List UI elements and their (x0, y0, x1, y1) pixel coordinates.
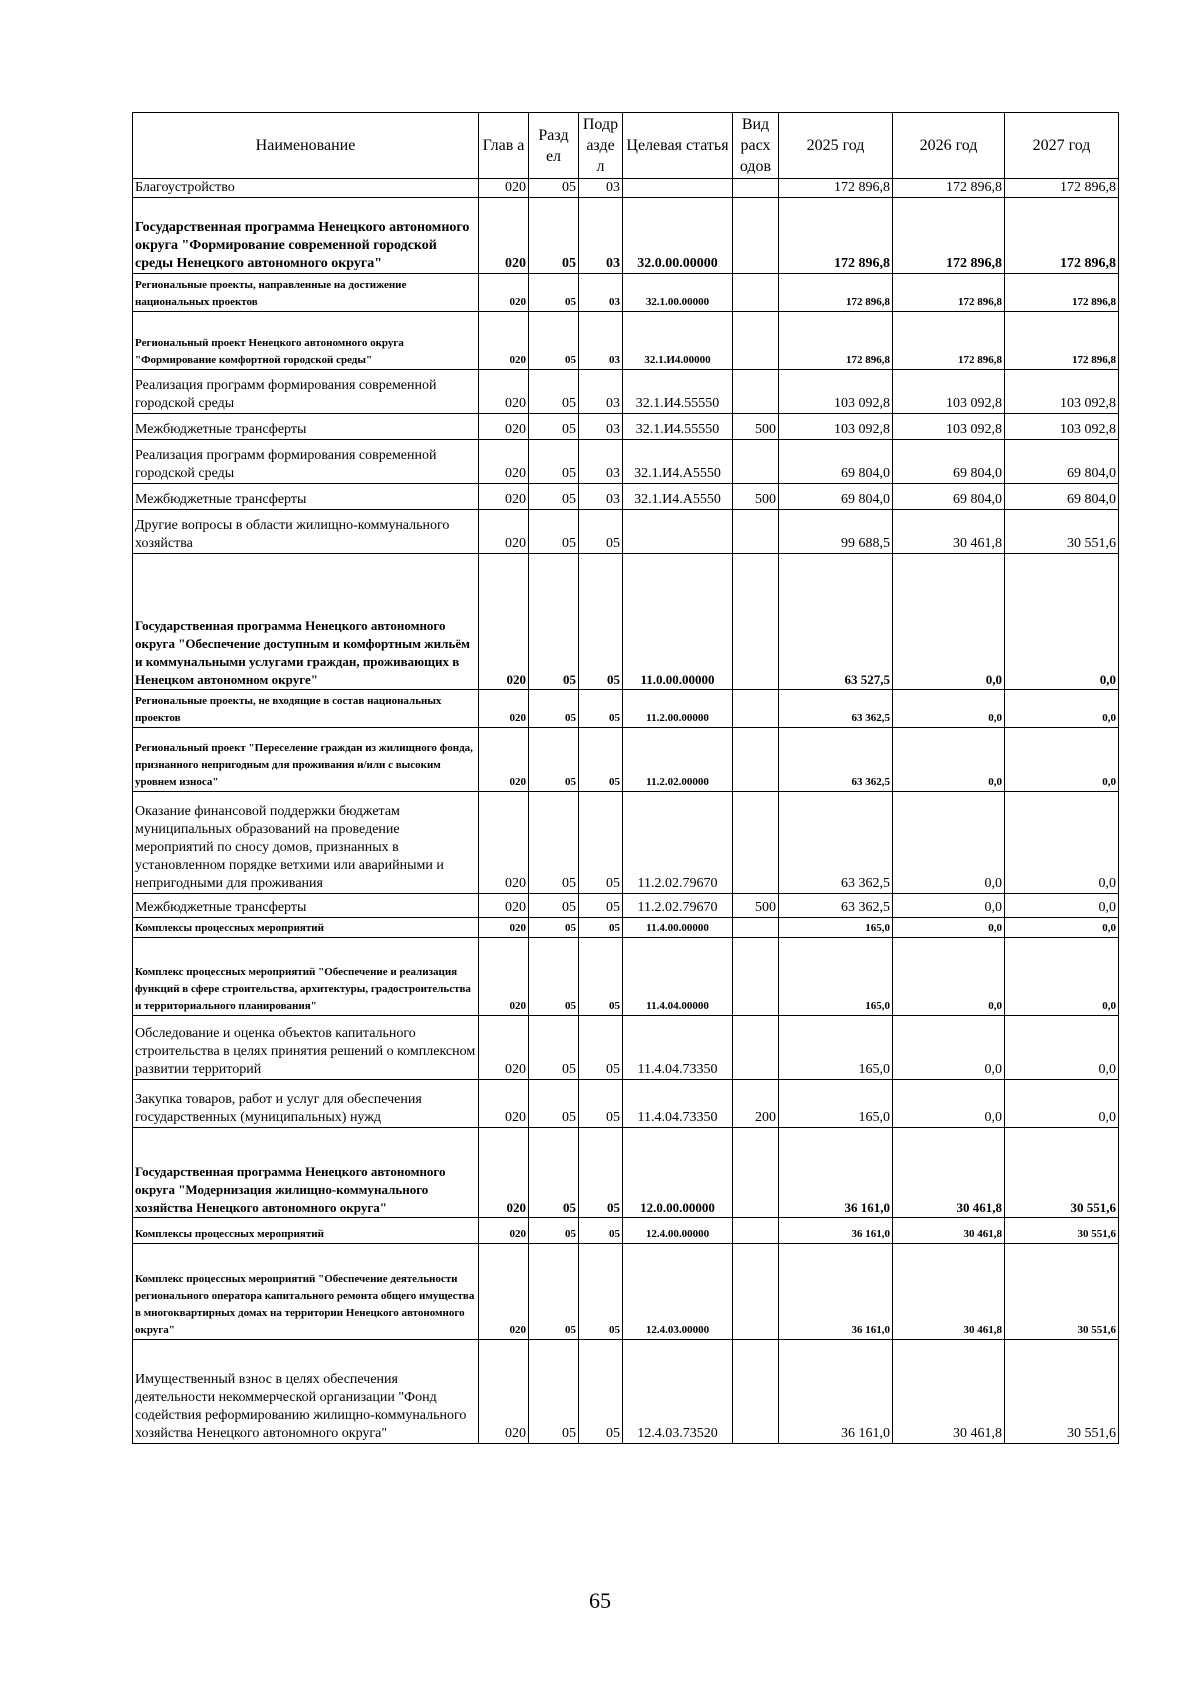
cell-vid (733, 274, 779, 312)
cell-glava: 020 (479, 690, 529, 728)
cell-vid (733, 690, 779, 728)
cell-name: Региональный проект "Переселение граждан из жилищного фонда, признанного непригодным для проживания и/или с высоким уровнем износа" (133, 728, 479, 792)
cell-2027: 172 896,8 (1005, 312, 1119, 370)
cell-2027: 0,0 (1005, 1080, 1119, 1128)
cell-2027: 103 092,8 (1005, 370, 1119, 414)
cell-vid (733, 179, 779, 198)
cell-vid (733, 1128, 779, 1218)
cell-podrazdel: 05 (579, 1016, 623, 1080)
cell-celevaya (623, 510, 733, 554)
cell-vid (733, 1218, 779, 1244)
cell-celevaya: 11.0.00.00000 (623, 554, 733, 690)
cell-razdel: 05 (529, 792, 579, 894)
budget-table (132, 112, 1119, 1444)
cell-podrazdel: 03 (579, 414, 623, 440)
cell-2025: 63 362,5 (779, 894, 893, 918)
cell-celevaya: 11.4.04.00000 (623, 938, 733, 1016)
cell-glava: 020 (479, 1016, 529, 1080)
cell-celevaya: 11.2.02.79670 (623, 894, 733, 918)
cell-razdel: 05 (529, 312, 579, 370)
table-row (133, 728, 1119, 792)
cell-celevaya: 11.4.04.73350 (623, 1080, 733, 1128)
cell-razdel: 05 (529, 1218, 579, 1244)
cell-2026: 30 461,8 (893, 1218, 1005, 1244)
table-row (133, 312, 1119, 370)
cell-vid (733, 728, 779, 792)
cell-2026: 0,0 (893, 690, 1005, 728)
cell-podrazdel: 03 (579, 179, 623, 198)
cell-2025: 99 688,5 (779, 510, 893, 554)
cell-2026: 0,0 (893, 1080, 1005, 1128)
cell-glava: 020 (479, 1244, 529, 1340)
table-row (133, 414, 1119, 440)
cell-podrazdel: 03 (579, 198, 623, 274)
cell-vid (733, 1016, 779, 1080)
table-row (133, 894, 1119, 918)
cell-2025: 172 896,8 (779, 274, 893, 312)
cell-2026: 69 804,0 (893, 440, 1005, 484)
cell-glava: 020 (479, 274, 529, 312)
cell-celevaya: 12.4.03.00000 (623, 1244, 733, 1340)
cell-name: Реализация программ формирования современной городской среды (133, 370, 479, 414)
cell-name: Комплексы процессных мероприятий (133, 918, 479, 938)
cell-celevaya: 11.4.00.00000 (623, 918, 733, 938)
cell-razdel: 05 (529, 938, 579, 1016)
cell-2026: 0,0 (893, 554, 1005, 690)
cell-razdel: 05 (529, 1244, 579, 1340)
cell-name: Региональные проекты, не входящие в состав национальных проектов (133, 690, 479, 728)
cell-glava: 020 (479, 312, 529, 370)
cell-podrazdel: 03 (579, 370, 623, 414)
cell-name: Межбюджетные трансферты (133, 894, 479, 918)
cell-name: Обследование и оценка объектов капитального строительства в целях принятия решений о комплексном развитии территорий (133, 1016, 479, 1080)
cell-podrazdel: 05 (579, 728, 623, 792)
header-celevaya: Целевая статья (623, 113, 733, 179)
table-row (133, 198, 1119, 274)
header-name: Наименование (133, 113, 479, 179)
cell-2025: 165,0 (779, 1016, 893, 1080)
cell-2025: 36 161,0 (779, 1244, 893, 1340)
cell-name: Межбюджетные трансферты (133, 484, 479, 510)
table-row (133, 440, 1119, 484)
cell-glava: 020 (479, 440, 529, 484)
cell-razdel: 05 (529, 414, 579, 440)
cell-podrazdel: 05 (579, 510, 623, 554)
cell-2026: 0,0 (893, 792, 1005, 894)
cell-2026: 0,0 (893, 728, 1005, 792)
cell-vid: 500 (733, 894, 779, 918)
cell-glava: 020 (479, 484, 529, 510)
cell-2027: 172 896,8 (1005, 274, 1119, 312)
cell-glava: 020 (479, 728, 529, 792)
cell-name: Комплексы процессных мероприятий (133, 1218, 479, 1244)
cell-2027: 0,0 (1005, 554, 1119, 690)
table-row (133, 1128, 1119, 1218)
cell-2027: 0,0 (1005, 918, 1119, 938)
cell-2026: 103 092,8 (893, 370, 1005, 414)
cell-celevaya: 11.2.02.00000 (623, 728, 733, 792)
cell-podrazdel: 03 (579, 312, 623, 370)
table-row (133, 1244, 1119, 1340)
cell-2027: 0,0 (1005, 792, 1119, 894)
cell-celevaya: 32.1.И4.00000 (623, 312, 733, 370)
cell-podrazdel: 05 (579, 1218, 623, 1244)
cell-2026: 69 804,0 (893, 484, 1005, 510)
cell-2027: 30 551,6 (1005, 1218, 1119, 1244)
cell-razdel: 05 (529, 728, 579, 792)
cell-2027: 103 092,8 (1005, 414, 1119, 440)
cell-2025: 36 161,0 (779, 1340, 893, 1444)
cell-celevaya: 11.2.00.00000 (623, 690, 733, 728)
cell-vid (733, 370, 779, 414)
cell-name: Государственная программа Ненецкого автономного округа "Модернизация жилищно-коммунального хозяйства Ненецкого автономного округа" (133, 1128, 479, 1218)
cell-2027: 30 551,6 (1005, 1340, 1119, 1444)
cell-celevaya: 32.1.И4.55550 (623, 370, 733, 414)
cell-celevaya: 11.2.02.79670 (623, 792, 733, 894)
cell-podrazdel: 03 (579, 440, 623, 484)
cell-vid (733, 938, 779, 1016)
cell-razdel: 05 (529, 894, 579, 918)
cell-glava: 020 (479, 510, 529, 554)
cell-glava: 020 (479, 918, 529, 938)
cell-glava: 020 (479, 554, 529, 690)
cell-2027: 0,0 (1005, 728, 1119, 792)
table-header-row (133, 113, 1119, 179)
cell-2027: 0,0 (1005, 1016, 1119, 1080)
cell-name: Государственная программа Ненецкого автономного округа "Формирование современной городской среды Ненецкого автономного округа" (133, 198, 479, 274)
cell-2027: 30 551,6 (1005, 1128, 1119, 1218)
table-row (133, 510, 1119, 554)
cell-2026: 0,0 (893, 918, 1005, 938)
cell-name: Межбюджетные трансферты (133, 414, 479, 440)
cell-glava: 020 (479, 938, 529, 1016)
cell-celevaya (623, 179, 733, 198)
cell-glava: 020 (479, 179, 529, 198)
cell-2025: 69 804,0 (779, 484, 893, 510)
cell-2026: 0,0 (893, 938, 1005, 1016)
cell-glava: 020 (479, 1128, 529, 1218)
table-row (133, 484, 1119, 510)
cell-name: Закупка товаров, работ и услуг для обеспечения государственных (муниципальных) нужд (133, 1080, 479, 1128)
cell-2025: 36 161,0 (779, 1128, 893, 1218)
cell-celevaya: 32.0.00.00000 (623, 198, 733, 274)
cell-name: Другие вопросы в области жилищно-коммунального хозяйства (133, 510, 479, 554)
cell-razdel: 05 (529, 1080, 579, 1128)
cell-glava: 020 (479, 894, 529, 918)
cell-2026: 172 896,8 (893, 312, 1005, 370)
cell-podrazdel: 05 (579, 690, 623, 728)
cell-2025: 63 362,5 (779, 690, 893, 728)
cell-2027: 0,0 (1005, 894, 1119, 918)
cell-2025: 172 896,8 (779, 312, 893, 370)
table-row (133, 370, 1119, 414)
cell-celevaya: 12.0.00.00000 (623, 1128, 733, 1218)
cell-podrazdel: 05 (579, 1080, 623, 1128)
header-2025: 2025 год (779, 113, 893, 179)
table-row (133, 1080, 1119, 1128)
cell-2025: 172 896,8 (779, 198, 893, 274)
cell-2026: 172 896,8 (893, 198, 1005, 274)
cell-2026: 103 092,8 (893, 414, 1005, 440)
cell-2025: 63 527,5 (779, 554, 893, 690)
cell-name: Имущественный взнос в целях обеспечения деятельности некоммерческой организации "Фонд содействия реформированию жилищно-коммунального хозяйства Ненецкого автономного округа" (133, 1340, 479, 1444)
cell-podrazdel: 05 (579, 938, 623, 1016)
cell-name: Региональные проекты, направленные на достижение национальных проектов (133, 274, 479, 312)
cell-2025: 103 092,8 (779, 370, 893, 414)
cell-2026: 30 461,8 (893, 510, 1005, 554)
cell-2027: 172 896,8 (1005, 198, 1119, 274)
header-vid: Вид расх одов (733, 113, 779, 179)
cell-vid (733, 1244, 779, 1340)
cell-2027: 172 896,8 (1005, 179, 1119, 198)
cell-2025: 103 092,8 (779, 414, 893, 440)
cell-podrazdel: 05 (579, 792, 623, 894)
cell-glava: 020 (479, 414, 529, 440)
table-row (133, 938, 1119, 1016)
cell-2027: 69 804,0 (1005, 440, 1119, 484)
cell-glava: 020 (479, 1080, 529, 1128)
cell-celevaya: 32.1.И4.А5550 (623, 440, 733, 484)
cell-razdel: 05 (529, 1340, 579, 1444)
cell-vid: 500 (733, 484, 779, 510)
cell-razdel: 05 (529, 554, 579, 690)
cell-podrazdel: 03 (579, 484, 623, 510)
cell-2025: 165,0 (779, 938, 893, 1016)
table-row (133, 1218, 1119, 1244)
cell-name: Комплекс процессных мероприятий "Обеспечение деятельности регионального оператора капитального ремонта общего имущества в многоквартирных домах на территории Ненецкого автономного округа" (133, 1244, 479, 1340)
cell-celevaya: 12.4.00.00000 (623, 1218, 733, 1244)
table-row (133, 554, 1119, 690)
header-razdel: Разд ел (529, 113, 579, 179)
cell-vid (733, 312, 779, 370)
cell-celevaya: 11.4.04.73350 (623, 1016, 733, 1080)
cell-razdel: 05 (529, 179, 579, 198)
cell-razdel: 05 (529, 440, 579, 484)
table-row (133, 274, 1119, 312)
header-glava: Глав а (479, 113, 529, 179)
cell-celevaya: 32.1.00.00000 (623, 274, 733, 312)
cell-podrazdel: 05 (579, 1340, 623, 1444)
cell-2027: 30 551,6 (1005, 510, 1119, 554)
table-row (133, 1016, 1119, 1080)
cell-name: Комплекс процессных мероприятий "Обеспечение и реализация функций в сфере строительства, архитектуры, градостроительства и территориального планирования" (133, 938, 479, 1016)
table-row (133, 179, 1119, 198)
cell-name: Региональный проект Ненецкого автономного округа "Формирование комфортной городской среды" (133, 312, 479, 370)
cell-podrazdel: 05 (579, 1244, 623, 1340)
cell-vid (733, 554, 779, 690)
cell-2026: 30 461,8 (893, 1244, 1005, 1340)
cell-2025: 63 362,5 (779, 728, 893, 792)
cell-2026: 0,0 (893, 894, 1005, 918)
cell-2025: 63 362,5 (779, 792, 893, 894)
cell-name: Реализация программ формирования современной городской среды (133, 440, 479, 484)
cell-2026: 172 896,8 (893, 274, 1005, 312)
cell-celevaya: 32.1.И4.55550 (623, 414, 733, 440)
cell-2026: 30 461,8 (893, 1128, 1005, 1218)
cell-vid (733, 440, 779, 484)
cell-vid: 200 (733, 1080, 779, 1128)
cell-vid (733, 792, 779, 894)
cell-razdel: 05 (529, 510, 579, 554)
table-row (133, 918, 1119, 938)
cell-vid (733, 1340, 779, 1444)
cell-2025: 69 804,0 (779, 440, 893, 484)
cell-2025: 172 896,8 (779, 179, 893, 198)
cell-vid (733, 510, 779, 554)
cell-2025: 36 161,0 (779, 1218, 893, 1244)
cell-razdel: 05 (529, 1128, 579, 1218)
cell-name: Оказание финансовой поддержки бюджетам муниципальных образований на проведение мероприятий по сносу домов, признанных в установленном порядке ветхими или аварийными и непригодными для проживания (133, 792, 479, 894)
cell-glava: 020 (479, 198, 529, 274)
cell-2027: 0,0 (1005, 938, 1119, 1016)
cell-2027: 30 551,6 (1005, 1244, 1119, 1340)
cell-podrazdel: 05 (579, 1128, 623, 1218)
cell-vid (733, 198, 779, 274)
cell-name: Благоустройство (133, 179, 479, 198)
cell-glava: 020 (479, 370, 529, 414)
cell-razdel: 05 (529, 274, 579, 312)
cell-podrazdel: 05 (579, 554, 623, 690)
cell-razdel: 05 (529, 1016, 579, 1080)
cell-razdel: 05 (529, 370, 579, 414)
cell-name: Государственная программа Ненецкого автономного округа "Обеспечение доступным и комфортным жильём и коммунальными услугами граждан, проживающих в Ненецком автономном округе" (133, 554, 479, 690)
table-row (133, 792, 1119, 894)
page-number: 65 (589, 1588, 611, 1613)
cell-podrazdel: 05 (579, 918, 623, 938)
cell-glava: 020 (479, 1340, 529, 1444)
table-body (133, 179, 1119, 1444)
cell-razdel: 05 (529, 690, 579, 728)
cell-vid: 500 (733, 414, 779, 440)
cell-2027: 69 804,0 (1005, 484, 1119, 510)
cell-razdel: 05 (529, 198, 579, 274)
header-2027: 2027 год (1005, 113, 1119, 179)
cell-glava: 020 (479, 1218, 529, 1244)
cell-2027: 0,0 (1005, 690, 1119, 728)
cell-razdel: 05 (529, 918, 579, 938)
table-row (133, 690, 1119, 728)
header-podrazdel: Подр азде л (579, 113, 623, 179)
cell-2025: 165,0 (779, 918, 893, 938)
table-row (133, 1340, 1119, 1444)
cell-2025: 165,0 (779, 1080, 893, 1128)
cell-glava: 020 (479, 792, 529, 894)
cell-2026: 30 461,8 (893, 1340, 1005, 1444)
cell-podrazdel: 03 (579, 274, 623, 312)
cell-razdel: 05 (529, 484, 579, 510)
cell-celevaya: 12.4.03.73520 (623, 1340, 733, 1444)
header-2026: 2026 год (893, 113, 1005, 179)
cell-2026: 0,0 (893, 1016, 1005, 1080)
cell-2026: 172 896,8 (893, 179, 1005, 198)
cell-vid (733, 918, 779, 938)
cell-podrazdel: 05 (579, 894, 623, 918)
cell-celevaya: 32.1.И4.А5550 (623, 484, 733, 510)
